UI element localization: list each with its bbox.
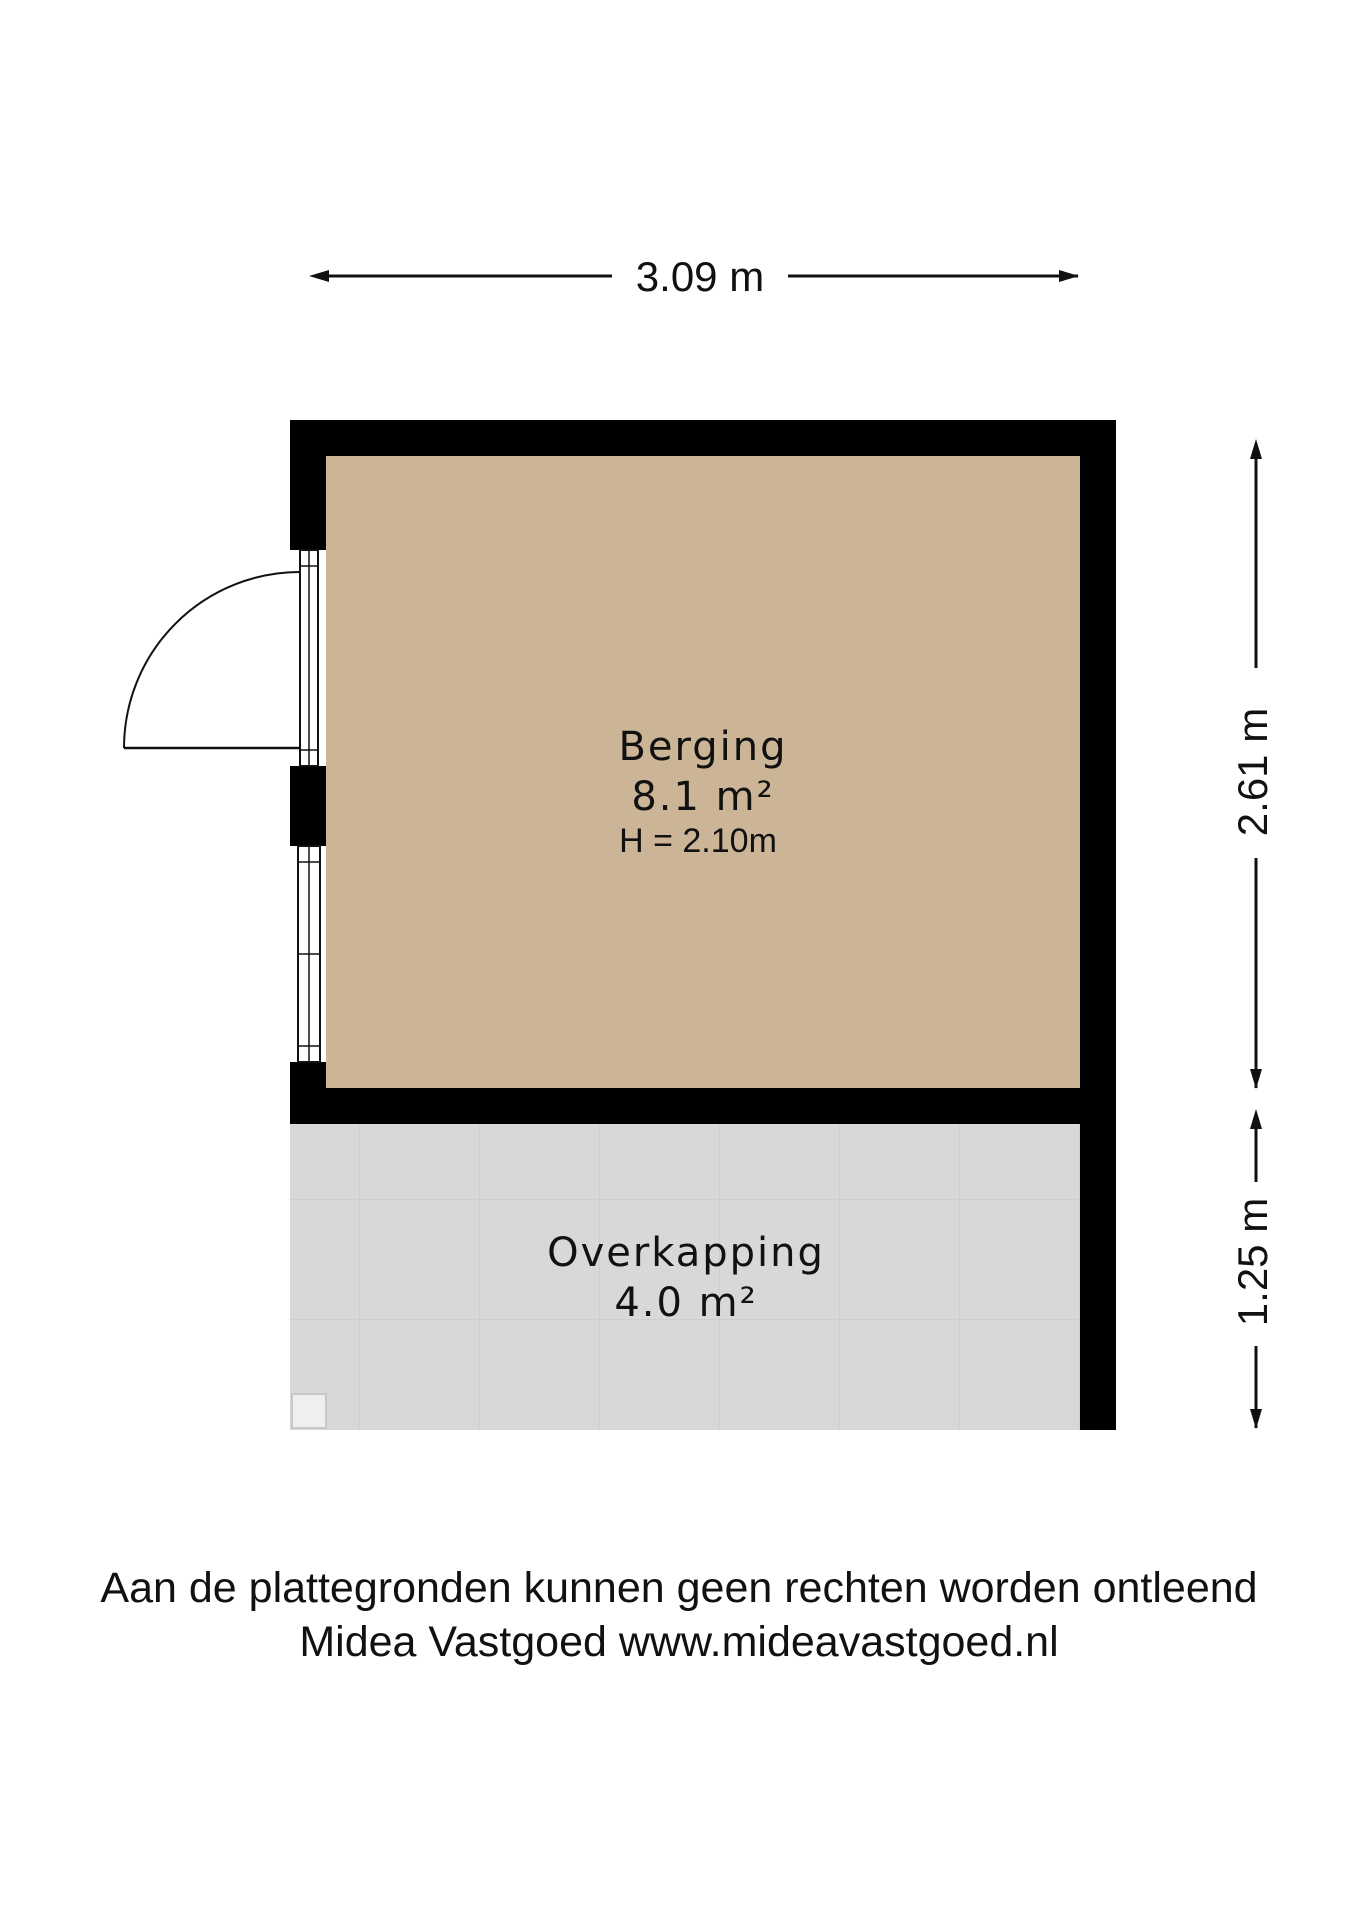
footer-disclaimer: Aan de plattegronden kunnen geen rechten worden ontleend — [100, 1564, 1258, 1612]
door — [124, 550, 318, 766]
width-label: 3.09 m — [635, 253, 765, 300]
room-height-berging: H = 2.10m — [619, 822, 777, 860]
footer-company: Midea Vastgoed www.mideavastgoed.nl — [299, 1618, 1059, 1666]
depth-dimension-berging — [1229, 458, 1276, 1088]
room-area-berging: 8.1 m² — [631, 774, 775, 820]
depth-dimension-overkapping — [1229, 1128, 1276, 1428]
overkapping-floor — [290, 1124, 1080, 1430]
room-name-overkapping: Overkapping — [547, 1230, 825, 1276]
width-dimension — [328, 253, 1078, 300]
berging-floor — [326, 456, 1080, 1088]
depth-label-berging: 2.61 m — [1229, 707, 1277, 837]
column-marker — [292, 1394, 326, 1428]
room-area-overkapping: 4.0 m² — [614, 1280, 758, 1326]
room-name-berging: Berging — [618, 724, 788, 770]
depth-label-overkapping: 1.25 m — [1229, 1197, 1277, 1327]
window — [298, 846, 320, 1062]
room-label-berging — [618, 724, 787, 860]
